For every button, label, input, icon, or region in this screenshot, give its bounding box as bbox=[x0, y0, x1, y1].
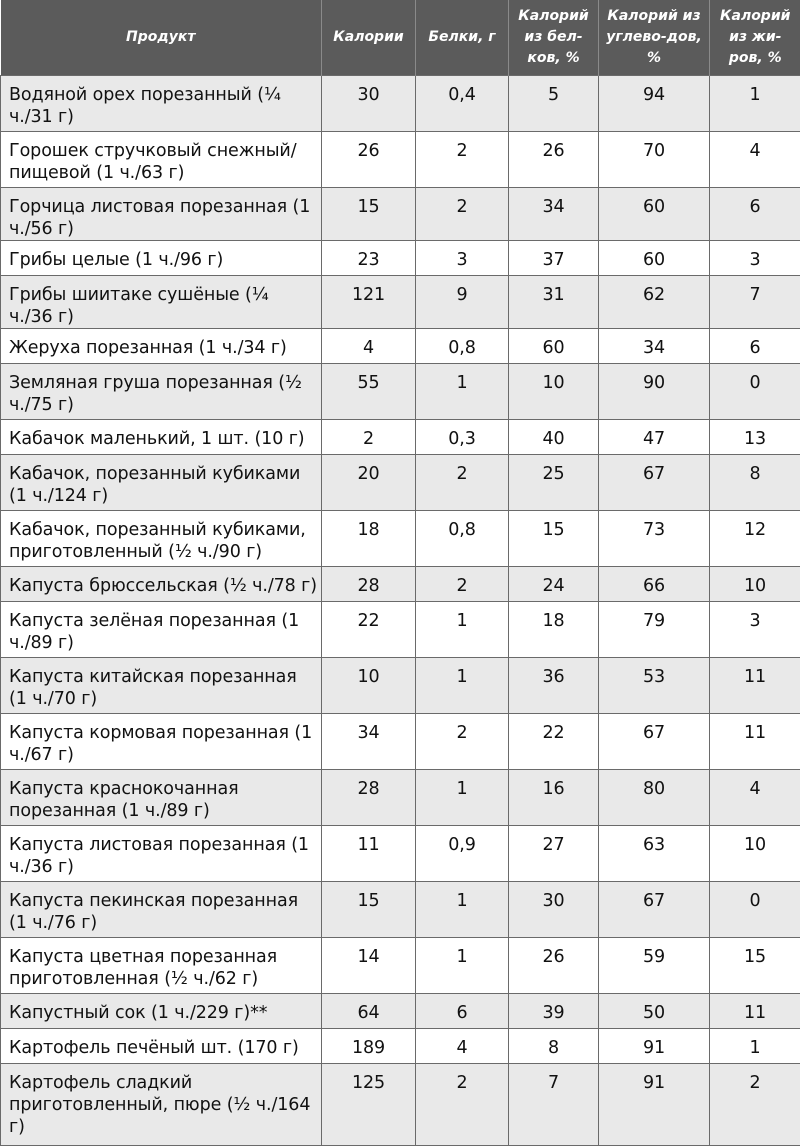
carbs-pct-cell: 50 bbox=[599, 993, 710, 1028]
fat-pct-cell: 4 bbox=[710, 769, 800, 825]
protein-cell: 1 bbox=[416, 881, 509, 937]
protein-cell: 2 bbox=[416, 1063, 509, 1145]
table-row bbox=[1, 657, 800, 713]
fat-pct-cell: 6 bbox=[710, 328, 800, 363]
fat-pct-cell: 0 bbox=[710, 881, 800, 937]
carbs-pct-cell: 80 bbox=[599, 769, 710, 825]
fat-pct-cell: 10 bbox=[710, 566, 800, 601]
header-protein: Белки, г bbox=[416, 0, 509, 75]
protein-cell: 1 bbox=[416, 601, 509, 657]
carbs-pct-cell: 66 bbox=[599, 566, 710, 601]
table-row bbox=[1, 769, 800, 825]
product-name-cell: Горошек стручковый снежный/пищевой (1 ч./63 г) bbox=[1, 131, 322, 187]
calories-cell: 30 bbox=[322, 75, 416, 131]
protein-cell: 2 bbox=[416, 566, 509, 601]
protein-cell: 1 bbox=[416, 937, 509, 993]
header-fat-pct: Калорий из жи-ров, % bbox=[710, 0, 800, 75]
product-name-cell: Кабачок, порезанный кубиками (1 ч./124 г) bbox=[1, 454, 322, 510]
table-row bbox=[1, 881, 800, 937]
fat-pct-cell: 3 bbox=[710, 240, 800, 275]
fat-pct-cell: 2 bbox=[710, 1063, 800, 1145]
calories-cell: 121 bbox=[322, 275, 416, 328]
protein-pct-cell: 34 bbox=[509, 187, 599, 240]
carbs-pct-cell: 47 bbox=[599, 419, 710, 454]
carbs-pct-cell: 67 bbox=[599, 713, 710, 769]
protein-cell: 2 bbox=[416, 713, 509, 769]
table-row bbox=[1, 825, 800, 881]
protein-pct-cell: 5 bbox=[509, 75, 599, 131]
fat-pct-cell: 1 bbox=[710, 1028, 800, 1063]
protein-pct-cell: 10 bbox=[509, 363, 599, 419]
product-name-cell: Картофель сладкий приготовленный, пюре (½ ч./164 г) bbox=[1, 1063, 322, 1145]
protein-pct-cell: 22 bbox=[509, 713, 599, 769]
table-row bbox=[1, 328, 800, 363]
product-name-cell: Грибы целые (1 ч./96 г) bbox=[1, 240, 322, 275]
carbs-pct-cell: 67 bbox=[599, 881, 710, 937]
protein-pct-cell: 60 bbox=[509, 328, 599, 363]
calories-cell: 10 bbox=[322, 657, 416, 713]
fat-pct-cell: 11 bbox=[710, 657, 800, 713]
product-name-cell: Кабачок, порезанный кубиками, приготовленный (½ ч./90 г) bbox=[1, 510, 322, 566]
protein-pct-cell: 15 bbox=[509, 510, 599, 566]
calories-cell: 55 bbox=[322, 363, 416, 419]
header-carbs-pct: Калорий из углево-дов, % bbox=[599, 0, 710, 75]
product-name-cell: Водяной орех порезанный (¼ ч./31 г) bbox=[1, 75, 322, 131]
protein-pct-cell: 16 bbox=[509, 769, 599, 825]
fat-pct-cell: 13 bbox=[710, 419, 800, 454]
protein-cell: 0,3 bbox=[416, 419, 509, 454]
calories-cell: 64 bbox=[322, 993, 416, 1028]
calories-cell: 23 bbox=[322, 240, 416, 275]
calories-cell: 34 bbox=[322, 713, 416, 769]
carbs-pct-cell: 59 bbox=[599, 937, 710, 993]
product-name-cell: Жеруха порезанная (1 ч./34 г) bbox=[1, 328, 322, 363]
protein-cell: 6 bbox=[416, 993, 509, 1028]
product-name-cell: Капуста цветная порезанная приготовленная (½ ч./62 г) bbox=[1, 937, 322, 993]
carbs-pct-cell: 60 bbox=[599, 240, 710, 275]
protein-pct-cell: 8 bbox=[509, 1028, 599, 1063]
carbs-pct-cell: 79 bbox=[599, 601, 710, 657]
fat-pct-cell: 4 bbox=[710, 131, 800, 187]
protein-cell: 1 bbox=[416, 657, 509, 713]
header-calories: Калории bbox=[322, 0, 416, 75]
protein-pct-cell: 18 bbox=[509, 601, 599, 657]
table-row bbox=[1, 713, 800, 769]
calories-cell: 14 bbox=[322, 937, 416, 993]
carbs-pct-cell: 67 bbox=[599, 454, 710, 510]
fat-pct-cell: 10 bbox=[710, 825, 800, 881]
protein-pct-cell: 7 bbox=[509, 1063, 599, 1145]
protein-cell: 0,4 bbox=[416, 75, 509, 131]
table-row bbox=[1, 275, 800, 328]
calories-cell: 15 bbox=[322, 881, 416, 937]
table-row bbox=[1, 363, 800, 419]
table-row bbox=[1, 75, 800, 131]
carbs-pct-cell: 73 bbox=[599, 510, 710, 566]
calories-cell: 28 bbox=[322, 566, 416, 601]
calories-cell: 18 bbox=[322, 510, 416, 566]
table-row bbox=[1, 601, 800, 657]
table-row bbox=[1, 566, 800, 601]
carbs-pct-cell: 62 bbox=[599, 275, 710, 328]
protein-cell: 3 bbox=[416, 240, 509, 275]
calories-cell: 28 bbox=[322, 769, 416, 825]
carbs-pct-cell: 70 bbox=[599, 131, 710, 187]
table-row bbox=[1, 240, 800, 275]
product-name-cell: Капуста кормовая порезанная (1 ч./67 г) bbox=[1, 713, 322, 769]
carbs-pct-cell: 60 bbox=[599, 187, 710, 240]
fat-pct-cell: 3 bbox=[710, 601, 800, 657]
product-name-cell: Картофель печёный шт. (170 г) bbox=[1, 1028, 322, 1063]
calories-cell: 11 bbox=[322, 825, 416, 881]
fat-pct-cell: 11 bbox=[710, 713, 800, 769]
product-name-cell: Капустный сок (1 ч./229 г)** bbox=[1, 993, 322, 1028]
protein-cell: 2 bbox=[416, 187, 509, 240]
product-name-cell: Кабачок маленький, 1 шт. (10 г) bbox=[1, 419, 322, 454]
table-row bbox=[1, 1028, 800, 1063]
fat-pct-cell: 7 bbox=[710, 275, 800, 328]
protein-pct-cell: 24 bbox=[509, 566, 599, 601]
calories-cell: 189 bbox=[322, 1028, 416, 1063]
header-row bbox=[1, 0, 800, 75]
carbs-pct-cell: 91 bbox=[599, 1063, 710, 1145]
protein-pct-cell: 30 bbox=[509, 881, 599, 937]
product-name-cell: Капуста листовая порезанная (1 ч./36 г) bbox=[1, 825, 322, 881]
table-row bbox=[1, 1063, 800, 1145]
product-name-cell: Капуста пекинская порезанная (1 ч./76 г) bbox=[1, 881, 322, 937]
protein-pct-cell: 26 bbox=[509, 131, 599, 187]
protein-pct-cell: 39 bbox=[509, 993, 599, 1028]
calories-cell: 4 bbox=[322, 328, 416, 363]
product-name-cell: Горчица листовая порезанная (1 ч./56 г) bbox=[1, 187, 322, 240]
protein-cell: 2 bbox=[416, 131, 509, 187]
protein-pct-cell: 31 bbox=[509, 275, 599, 328]
fat-pct-cell: 1 bbox=[710, 75, 800, 131]
protein-cell: 0,8 bbox=[416, 510, 509, 566]
fat-pct-cell: 15 bbox=[710, 937, 800, 993]
product-name-cell: Капуста зелёная порезанная (1 ч./89 г) bbox=[1, 601, 322, 657]
fat-pct-cell: 0 bbox=[710, 363, 800, 419]
fat-pct-cell: 8 bbox=[710, 454, 800, 510]
table-row bbox=[1, 187, 800, 240]
table-row bbox=[1, 419, 800, 454]
table-row bbox=[1, 937, 800, 993]
calories-cell: 15 bbox=[322, 187, 416, 240]
calories-cell: 22 bbox=[322, 601, 416, 657]
protein-cell: 2 bbox=[416, 454, 509, 510]
product-name-cell: Капуста китайская порезанная (1 ч./70 г) bbox=[1, 657, 322, 713]
carbs-pct-cell: 63 bbox=[599, 825, 710, 881]
carbs-pct-cell: 94 bbox=[599, 75, 710, 131]
carbs-pct-cell: 91 bbox=[599, 1028, 710, 1063]
table-row bbox=[1, 454, 800, 510]
protein-pct-cell: 27 bbox=[509, 825, 599, 881]
table-row bbox=[1, 993, 800, 1028]
protein-cell: 4 bbox=[416, 1028, 509, 1063]
protein-pct-cell: 25 bbox=[509, 454, 599, 510]
fat-pct-cell: 12 bbox=[710, 510, 800, 566]
product-name-cell: Грибы шиитаке сушёные (¼ ч./36 г) bbox=[1, 275, 322, 328]
protein-pct-cell: 26 bbox=[509, 937, 599, 993]
protein-cell: 1 bbox=[416, 769, 509, 825]
calories-cell: 125 bbox=[322, 1063, 416, 1145]
carbs-pct-cell: 90 bbox=[599, 363, 710, 419]
fat-pct-cell: 6 bbox=[710, 187, 800, 240]
protein-pct-cell: 36 bbox=[509, 657, 599, 713]
carbs-pct-cell: 34 bbox=[599, 328, 710, 363]
calories-cell: 20 bbox=[322, 454, 416, 510]
header-protein-pct: Калорий из бел-ков, % bbox=[509, 0, 599, 75]
table-row bbox=[1, 510, 800, 566]
fat-pct-cell: 11 bbox=[710, 993, 800, 1028]
table-row bbox=[1, 131, 800, 187]
calories-cell: 26 bbox=[322, 131, 416, 187]
product-name-cell: Капуста брюссельская (½ ч./78 г) bbox=[1, 566, 322, 601]
carbs-pct-cell: 53 bbox=[599, 657, 710, 713]
product-name-cell: Земляная груша порезанная (½ ч./75 г) bbox=[1, 363, 322, 419]
protein-cell: 0,9 bbox=[416, 825, 509, 881]
protein-pct-cell: 37 bbox=[509, 240, 599, 275]
header-product: Продукт bbox=[1, 0, 322, 75]
protein-cell: 9 bbox=[416, 275, 509, 328]
calories-cell: 2 bbox=[322, 419, 416, 454]
protein-cell: 1 bbox=[416, 363, 509, 419]
protein-pct-cell: 40 bbox=[509, 419, 599, 454]
protein-cell: 0,8 bbox=[416, 328, 509, 363]
product-name-cell: Капуста краснокочанная порезанная (1 ч./89 г) bbox=[1, 769, 322, 825]
